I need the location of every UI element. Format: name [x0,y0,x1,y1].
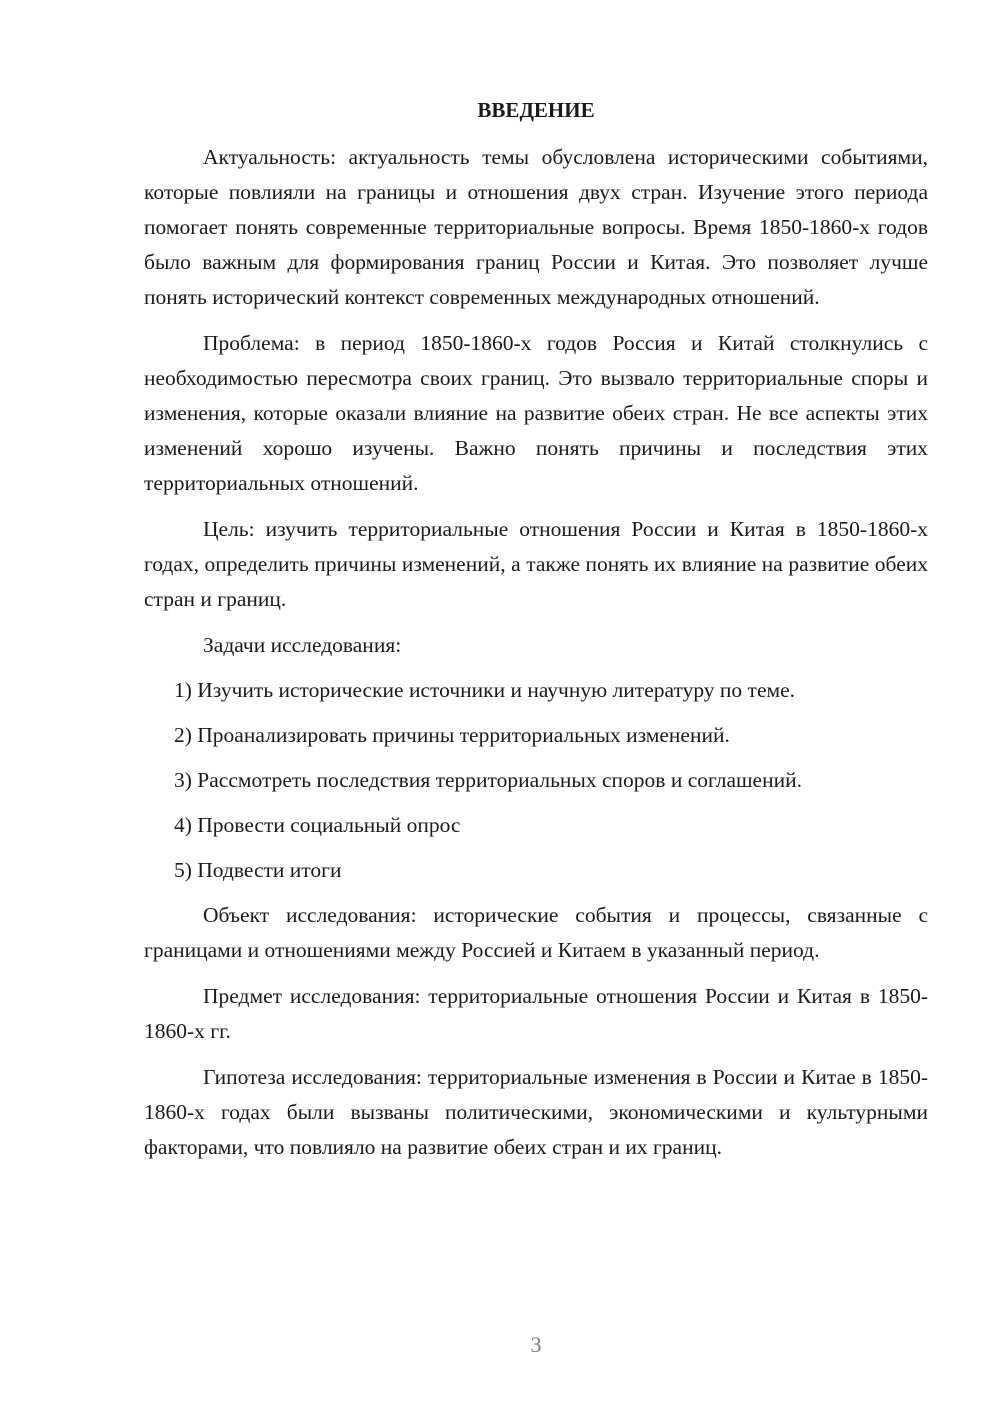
task-item-3: 3) Рассмотреть последствия территориальных споров и соглашений. [174,768,802,792]
task-item-4: 4) Провести социальный опрос [174,813,461,837]
subject-paragraph: Предмет исследования: территориальные отношения России и Китая в 1850-1860-х гг. [144,984,928,1043]
hypothesis-paragraph: Гипотеза исследования: территориальные изменения в России и Китае в 1850-1860-х годах были вызваны политическими, экономическими и культурными факторами, что повлияло на развитие обеих стран и их границ. [144,1065,928,1159]
task-item-2: 2) Проанализировать причины территориальных изменений. [174,723,730,747]
page-content [144,95,928,1176]
object-paragraph: Объект исследования: исторические события и процессы, связанные с границами и отношениями между Россией и Китаем в указанный период. [144,903,928,962]
task-item-5: 5) Подвести итоги [174,858,342,882]
tasks-heading: Задачи исследования: [203,633,402,657]
page-number: 3 [530,1332,542,1357]
goal-paragraph: Цель: изучить территориальные отношения России и Китая в 1850-1860-х годах, определить причины изменений, а также понять их влияние на развитие обеих стран и границ. [144,517,928,611]
task-item-1: 1) Изучить исторические источники и научную литературу по теме. [174,678,796,702]
relevance-paragraph: Актуальность: актуальность темы обусловлена историческими событиями, которые повлияли на границы и отношения двух стран. Изучение этого периода помогает понять современные территориальные вопросы. Время 1850-1860-х годов было важным для формирования границ России и Китая. Это позволяет лучше понять исторический контекст современных международных отношений. [144,145,928,309]
problem-paragraph: Проблема: в период 1850-1860-х годов Россия и Китай столкнулись с необходимостью пересмотра своих границ. Это вызвало территориальные споры и изменения, которые оказали влияние на развитие обеих стран. Не все аспекты этих изменений хорошо изучены. Важно понять причины и последствия этих территориальных отношений. [144,331,928,495]
section-title: ВВЕДЕНИЕ [477,98,595,122]
